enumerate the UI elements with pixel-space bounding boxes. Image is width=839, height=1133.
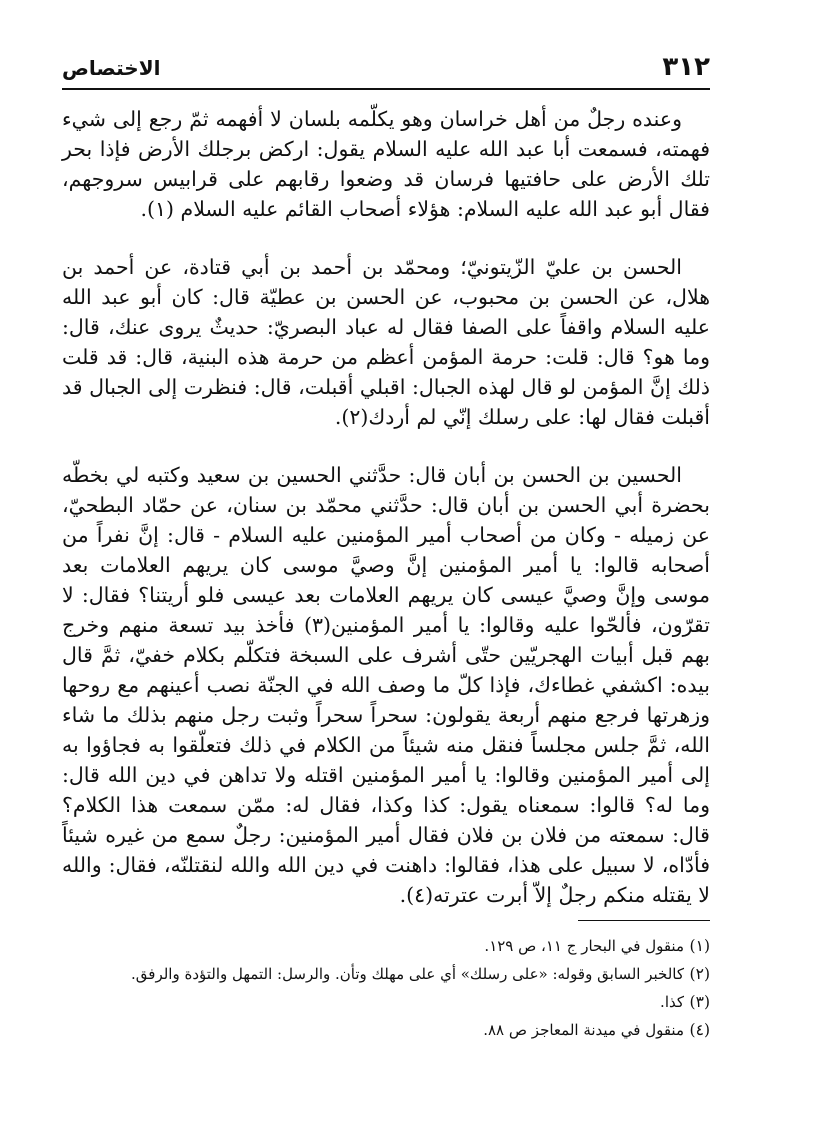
footnote-item (62, 988, 710, 1016)
footnote-number: (٣) (689, 993, 710, 1011)
footnote-text: كالخبر السابق وقوله: «على رسلك» أي على مهلك وتأن. والرسل: التمهل والتؤدة والرفق. (131, 965, 684, 983)
page-header (62, 52, 710, 84)
footnote-text: منقول في ميدنة المعاجز ص ٨٨. (483, 1021, 684, 1039)
paragraph: وعنده رجلٌ من أهل خراسان وهو يكلّمه بلسان لا أفهمه ثمّ رجع إلى شيء فهمته، فسمعت أبا عبد الله عليه السلام يقول: اركض برجلك الأرض فإذا بحر تلك الأرض على حافتيها فرسان قد وضعوا رقابهم على قرابيس سروجهم، فقال أبو عبد الله عليه السلام: هؤلاء أصحاب القائم عليه السلام (١). (62, 107, 710, 221)
footnote-rule (578, 920, 710, 921)
paragraph: الحسين بن الحسن بن أبان قال: حدَّثني الحسين بن سعيد وكتبه لي بخطّه بحضرة أبي الحسن بن أبان قال: حدَّثني محمّد بن سنان، عن حمّاد البطحيّ، عن زميله - وكان من أصحاب أمير المؤمنين عليه السلام - قال: إنَّ نفراً من أصحابه قالوا: يا أمير المؤمنين إنَّ وصيَّ موسى كان يريهم العلامات بعد موسى وإنَّ وصيَّ عيسى كان يريهم العلامات بعد عيسى فلو أريتنا؟ فقال: لا تقرّون، فألحّوا عليه وقالوا: يا أمير المؤمنين(٣) فأخذ بيد تسعة منهم وخرج بهم قبل أبيات الهجريّين حتّى أشرف على السبخة فتكلّم بكلام خفيّ، ثمَّ قال بيده: اكشفي غطاءك، فإذا كلّ ما وصف الله في الجنّة نصب أعينهم مع روحها وزهرتها فرجع منهم أربعة يقولون: سحراً سحراً وثبت رجل منهم بذلك ما شاء الله، ثمَّ جلس مجلساً فنقل منه شيئاً من الكلام في ذلك فتعلّقوا به فجاؤوا به إلى أمير المؤمنين وقالوا: يا أمير المؤمنين اقتله ولا تداهن في دين الله قال: وما له؟ قالوا: سمعناه يقول: كذا وكذا، فقال له: ممّن سمعت هذا الكلام؟ قال: سمعته من فلان بن فلان فقال أمير المؤمنين: رجلٌ سمع من غيره شيئاً فأدّاه، لا سبيل على هذا، فقالوا: داهنت في دين الله والله لنقتلنّه، فقال: والله لا يقتله منكم رجلٌ إلاّ أبرت عترته(٤). (62, 463, 710, 907)
footnote-item (62, 1016, 710, 1044)
footnote-item (62, 932, 710, 960)
main-text (62, 104, 710, 910)
footnote-number: (١) (689, 937, 710, 955)
footnotes (62, 932, 710, 1044)
footnote-text: منقول في البحار ج ١١، ص ١٢٩. (484, 937, 684, 955)
footnote-number: (٢) (689, 965, 710, 983)
footnote-text: كذا. (660, 993, 684, 1011)
paragraph: الحسن بن عليّ الزّيتونيّ؛ ومحمّد بن أحمد بن أبي قتادة، عن أحمد بن هلال، عن الحسن بن محبوب، عن الحسن بن عطيّة قال: كان أبو عبد الله عليه السلام واقفاً على الصفا فقال له عباد البصريّ: حديثٌ يروى عنك، قال: وما هو؟ قال: قلت: حرمة المؤمن أعظم من حرمة هذه البنية، قال: قد قلت ذلك إنَّ المؤمن لو قال لهذه الجبال: اقبلي أقبلت، قال: فنظرت إلى الجبال قد أقبلت فقال لها: على رسلك إنّي لم أردك(٢). (62, 255, 710, 429)
footnote-number: (٤) (689, 1021, 710, 1039)
footnote-item (62, 960, 710, 988)
header-rule (62, 88, 710, 90)
page-number: ٣١٢ (662, 52, 710, 82)
book-title: الاختصاص (62, 56, 161, 80)
